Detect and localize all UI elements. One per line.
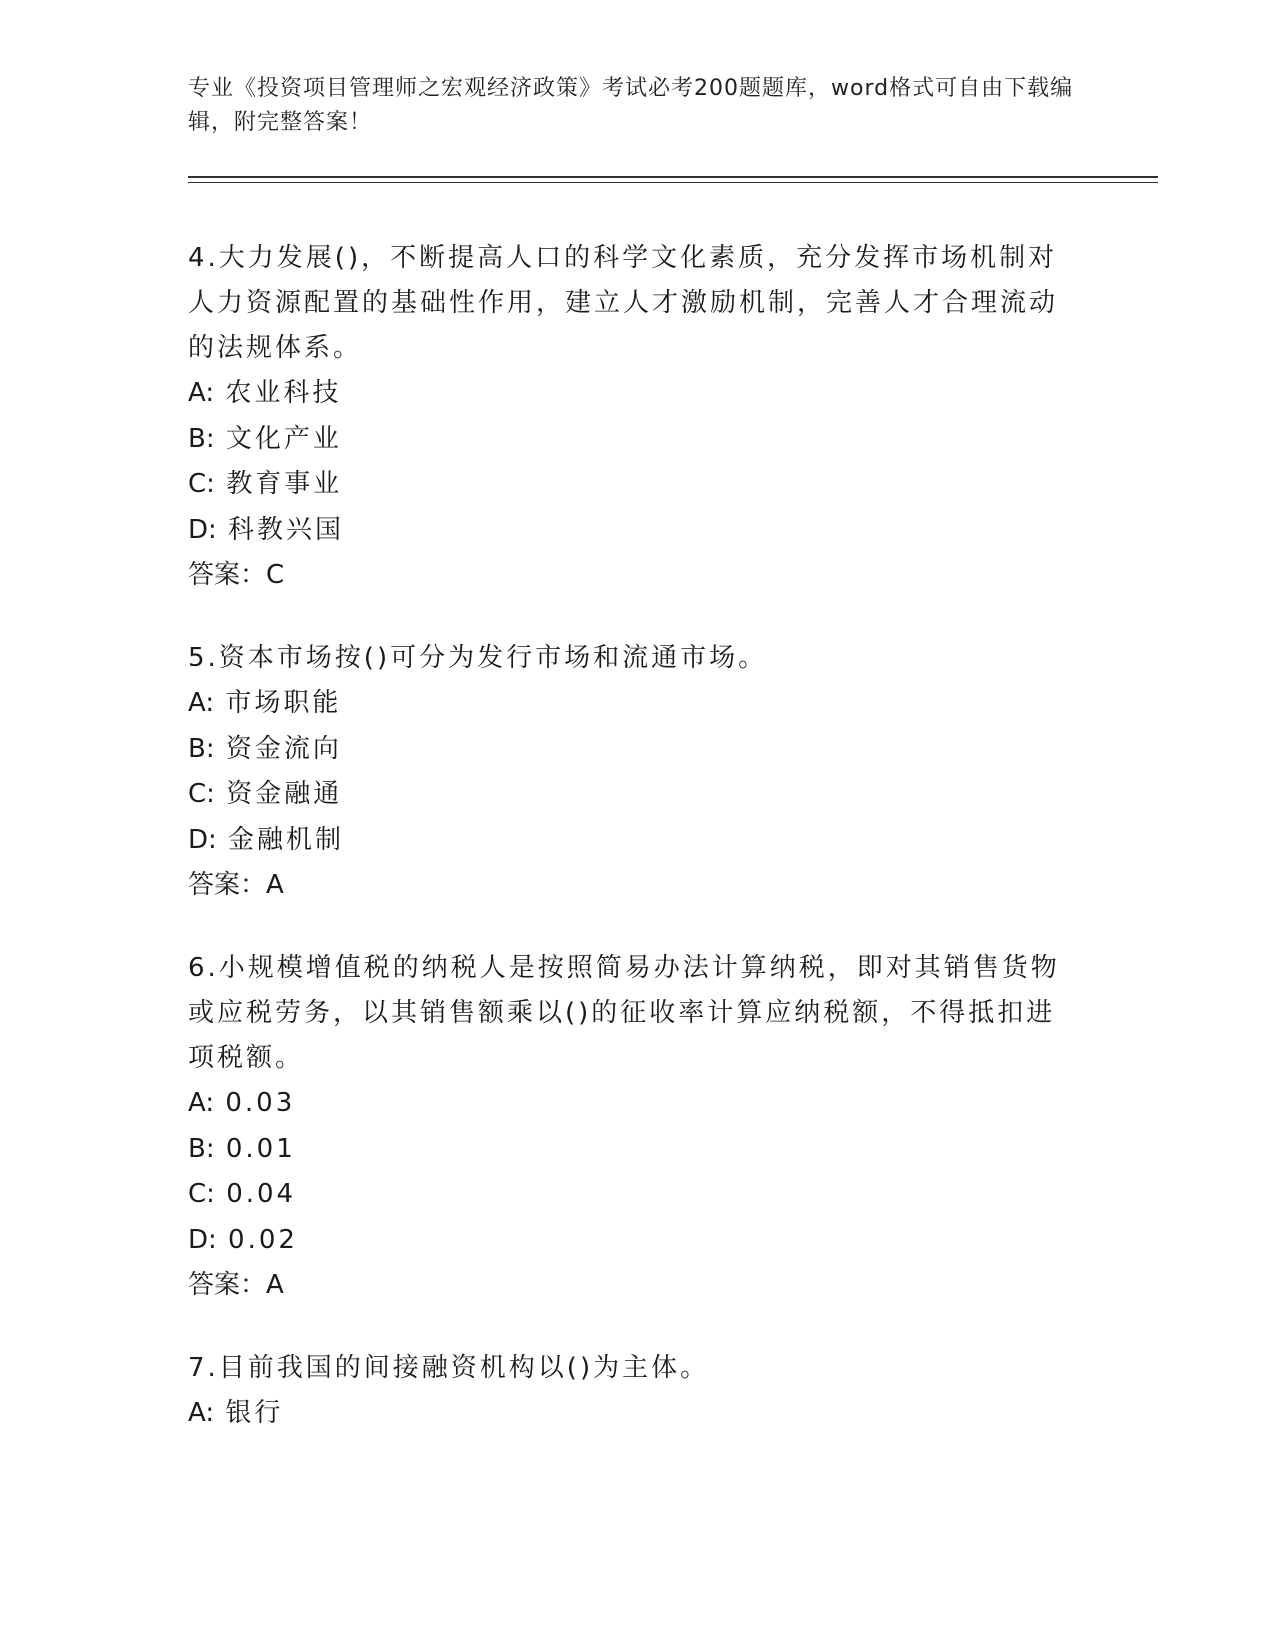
question-item bbox=[188, 636, 1068, 908]
option-key: D: bbox=[188, 824, 217, 855]
option-a bbox=[188, 1391, 1068, 1437]
option-text: 0.01 bbox=[225, 1133, 296, 1164]
option-text: 农业科技 bbox=[225, 378, 342, 408]
option-key: A: bbox=[188, 1088, 215, 1118]
question-stem: 5.资本市场按()可分为发行市场和流通市场。 bbox=[188, 643, 768, 673]
option-text: 0.04 bbox=[226, 1179, 297, 1209]
option-c bbox=[188, 462, 1068, 508]
option-text: 金融机制 bbox=[228, 824, 345, 855]
header-divider-thick bbox=[188, 176, 1158, 178]
option-d bbox=[188, 818, 1068, 864]
option-key: A: bbox=[188, 1398, 215, 1428]
option-key: B: bbox=[188, 733, 215, 764]
option-key: B: bbox=[188, 1133, 215, 1164]
question-item bbox=[188, 1346, 1068, 1437]
answer-line: 答案：A bbox=[188, 1270, 284, 1300]
answer-line: 答案：C bbox=[188, 560, 285, 590]
option-text: 0.02 bbox=[228, 1224, 298, 1255]
option-b bbox=[188, 1127, 1068, 1173]
option-key: B: bbox=[188, 423, 215, 454]
option-b bbox=[188, 417, 1068, 463]
header-divider-thin bbox=[188, 182, 1158, 183]
document-header: 专业《投资项目管理师之宏观经济政策》考试必考200题题库，word格式可自由下载编辑，附完整答案！ bbox=[188, 76, 1074, 135]
option-text: 教育事业 bbox=[226, 469, 343, 499]
option-c bbox=[188, 1172, 1068, 1218]
question-item bbox=[188, 236, 1068, 598]
question-stem: 7.目前我国的间接融资机构以()为主体。 bbox=[188, 1353, 710, 1383]
option-key: C: bbox=[188, 469, 215, 499]
option-b bbox=[188, 727, 1068, 773]
option-key: D: bbox=[188, 1224, 217, 1255]
option-a bbox=[188, 1081, 1068, 1127]
option-a bbox=[188, 371, 1068, 417]
option-text: 市场职能 bbox=[225, 688, 342, 718]
option-d bbox=[188, 1218, 1068, 1264]
question-stem: 6.小规模增值税的纳税人是按照简易办法计算纳税，即对其销售货物或应税劳务，以其销售额乘以()的征收率计算应纳税额，不得抵扣进项税额。 bbox=[188, 953, 1060, 1073]
option-text: 资金流向 bbox=[225, 733, 342, 764]
question-list bbox=[188, 236, 1068, 1475]
option-key: C: bbox=[188, 779, 215, 809]
option-text: 文化产业 bbox=[225, 423, 342, 454]
option-text: 0.03 bbox=[225, 1088, 296, 1118]
question-stem: 4.大力发展()，不断提高人口的科学文化素质，充分发挥市场机制对人力资源配置的基础性作用，建立人才激励机制，完善人才合理流动的法规体系。 bbox=[188, 243, 1059, 363]
option-key: A: bbox=[188, 378, 215, 408]
option-key: D: bbox=[188, 514, 217, 545]
option-d bbox=[188, 508, 1068, 554]
option-text: 银行 bbox=[225, 1398, 284, 1428]
option-key: A: bbox=[188, 688, 215, 718]
option-text: 科教兴国 bbox=[228, 514, 345, 545]
option-text: 资金融通 bbox=[226, 779, 343, 809]
answer-line: 答案：A bbox=[188, 870, 284, 900]
option-c bbox=[188, 772, 1068, 818]
option-key: C: bbox=[188, 1179, 215, 1209]
option-a bbox=[188, 681, 1068, 727]
question-item bbox=[188, 946, 1068, 1308]
